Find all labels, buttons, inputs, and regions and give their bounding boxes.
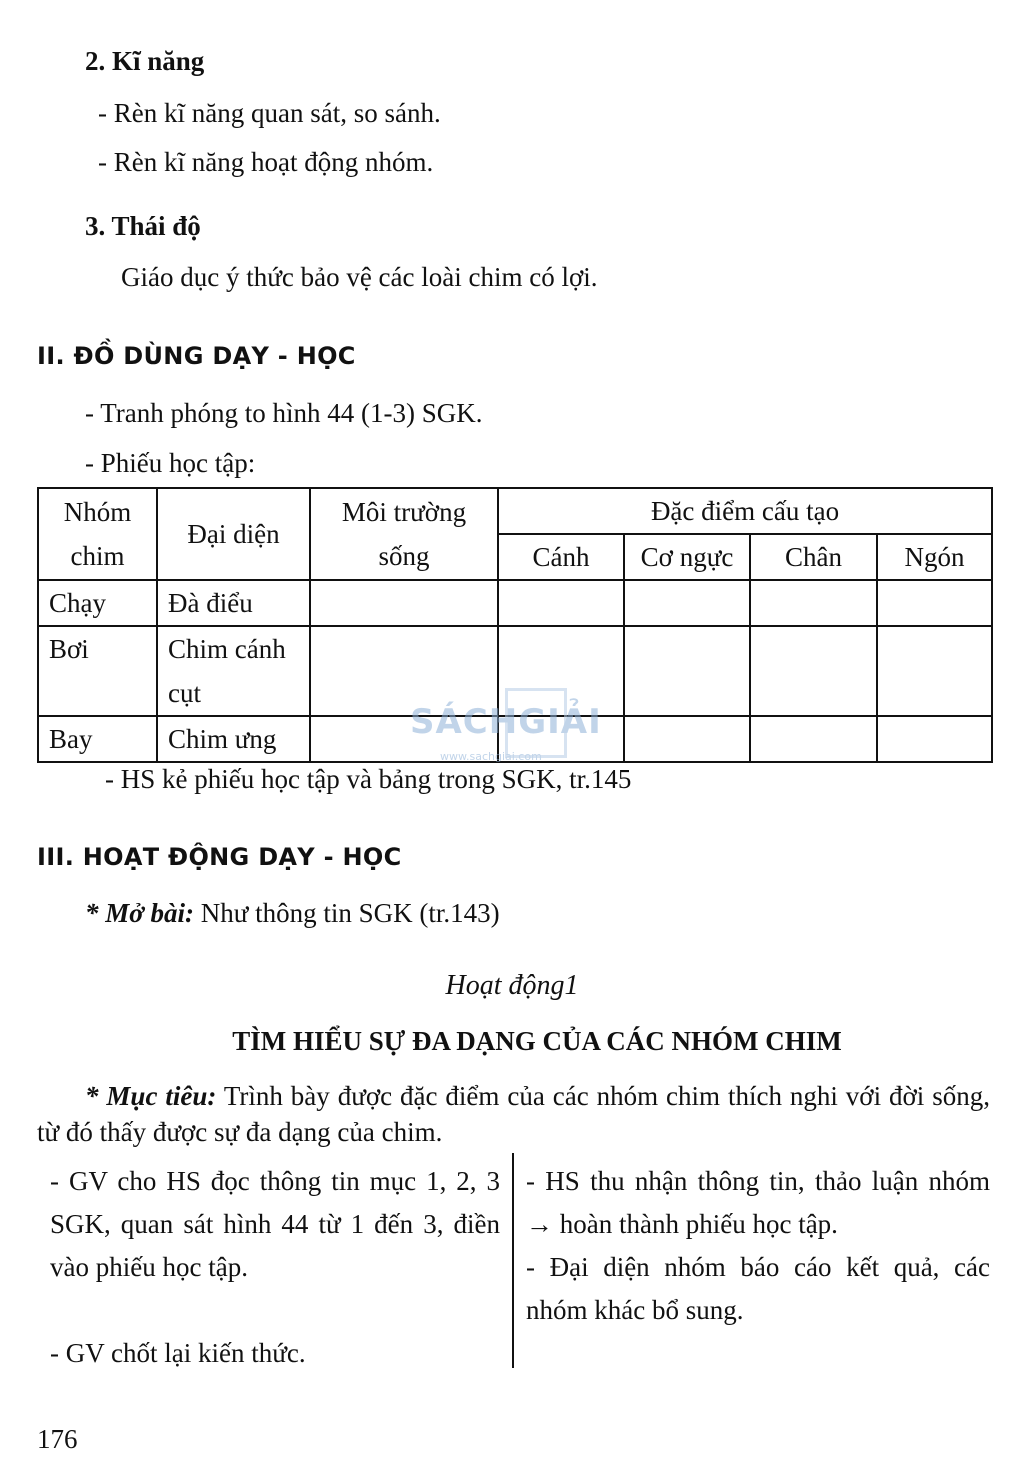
watermark-text: SÁCHGIẢI [410,702,602,742]
page-number: 176 [37,1424,78,1454]
teacher-step: - GV chốt lại kiến thức. [50,1338,306,1368]
teacher-column [50,1160,502,1375]
header-toe: Ngón [877,534,992,580]
student-column [526,1160,990,1332]
attitude-text: Giáo dục ý thức bảo vệ các loài chim có lợi. [121,262,598,292]
cell-group: Bay [38,716,157,762]
intro-label: * Mở bài: [85,898,194,928]
intro-line [85,900,500,927]
skill-item: - Rèn kĩ năng quan sát, so sánh. [98,98,441,128]
goal-label: * Mục tiêu: [85,1081,217,1111]
material-item: - Phiếu học tập: [85,448,256,478]
cell-group: Chạy [38,580,157,626]
skill-item: - Rèn kĩ năng hoạt động nhóm. [98,147,434,177]
column-divider [512,1153,514,1368]
activity-title: Hoạt động1 [445,970,579,1001]
cell-representative: Đà điểu [157,580,310,626]
skills-heading: 2. Kĩ năng [85,46,205,76]
header-habitat: Môi trường sống [310,488,498,580]
header-representative: Đại diện [157,488,310,580]
goal-paragraph [37,1078,990,1150]
header-structure: Đặc điểm cấu tạo [498,488,992,534]
watermark-logo [410,688,620,763]
student-step: - HS thu nhận thông tin, thảo luận nhóm → hoàn thành phiếu học tập. [526,1166,990,1239]
materials-heading: II. ĐỒ DÙNG DẠY - HỌC [37,342,356,370]
teacher-step: - GV cho HS đọc thông tin mục 1, 2, 3 SGK, quan sát hình 44 từ 1 đến 3, điền vào phiếu học tập. [50,1166,500,1282]
material-item: - Tranh phóng to hình 44 (1-3) SGK. [85,398,483,428]
activities-heading: III. HOẠT ĐỘNG DẠY - HỌC [37,843,402,871]
header-wing: Cánh [498,534,624,580]
header-chest: Cơ ngực [624,534,750,580]
cell-representative: Chim ưng [157,716,310,762]
watermark-subtext: www.sachgiai.com [440,750,542,763]
header-group: Nhóm chim [38,488,157,580]
cell-group: Bơi [38,626,157,716]
goal-text: Trình bày được đặc điểm của các nhóm chim thích nghi với đời sống, từ đó thấy được sự đa dạng của chim. [37,1081,990,1147]
cell-representative: Chim cánh cụt [157,626,310,716]
activity-heading: TÌM HIỂU SỰ ĐA DẠNG CỦA CÁC NHÓM CHIM [232,1026,842,1056]
table-row [38,580,992,626]
header-leg: Chân [750,534,877,580]
student-step: - Đại diện nhóm báo cáo kết quả, các nhóm khác bổ sung. [526,1252,990,1325]
after-table-note: - HS kẻ phiếu học tập và bảng trong SGK, tr.145 [105,764,632,794]
intro-text: Như thông tin SGK (tr.143) [194,898,500,928]
attitude-heading: 3. Thái độ [85,211,201,241]
